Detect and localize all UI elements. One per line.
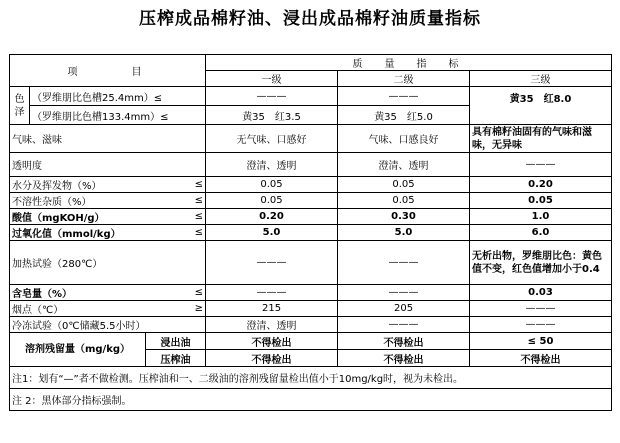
solvent-1-g1: 不得检出 [206, 333, 338, 350]
clarity-g1: 澄清、透明 [206, 153, 338, 177]
heating-g1: ——— [206, 241, 338, 285]
smoke-g2: 205 [338, 301, 470, 317]
header-item: 项 目 [10, 55, 206, 87]
solvent-2-g2: 不得检出 [338, 350, 470, 367]
odor-g1: 无气味、口感好 [206, 125, 338, 153]
acid-g1: 0.20 [206, 209, 338, 225]
clarity-item: 透明度 [10, 153, 206, 177]
peroxide-g2: 5.0 [338, 225, 470, 241]
table-row-acid [10, 209, 612, 225]
heating-g3: 无析出物，罗维朋比色：黄色值不变，红色值增加小于0.4 [470, 241, 612, 285]
cold-g2: ——— [338, 317, 470, 333]
table-row-note-1 [10, 367, 612, 389]
color-2-g1: 黄35 红3.5 [206, 106, 338, 125]
table-row-note-2 [10, 389, 612, 411]
insoluble-op: ≤ [146, 193, 206, 209]
table-row-insoluble [10, 193, 612, 209]
solvent-2-type: 压榨油 [146, 350, 206, 367]
color-label: 色泽 [10, 87, 30, 125]
odor-g3: 具有棉籽油固有的气味和滋味，无异味 [470, 125, 612, 153]
table-row-moisture [10, 177, 612, 193]
color-1-g3: 黄35 红8.0 [470, 87, 612, 125]
soap-g2: ——— [338, 285, 470, 301]
document-title: 压榨成品棉籽油、浸出成品棉籽油质量指标 [139, 9, 481, 29]
odor-g2: 气味、口感良好 [338, 125, 470, 153]
smoke-op: ≥ [146, 301, 206, 317]
table-row-soap [10, 285, 612, 301]
color-1-g2: ——— [338, 87, 470, 106]
acid-op: ≤ [146, 209, 206, 225]
moisture-g1: 0.05 [206, 177, 338, 193]
table-row-heating [10, 241, 612, 285]
smoke-item: 烟点（℃） [10, 301, 146, 317]
clarity-g3: ——— [470, 153, 612, 177]
table-row-clarity [10, 153, 612, 177]
note-2: 注 2：黑体部分指标强制。 [10, 389, 612, 411]
solvent-2-g1: 不得检出 [206, 350, 338, 367]
quality-spec-table [9, 54, 612, 411]
solvent-1-type: 浸出油 [146, 333, 206, 350]
cold-item: 冷冻试验（0℃储藏5.5小时） [10, 317, 206, 333]
solvent-label: 溶剂残留量（mg/kg） [10, 333, 146, 367]
table-row-solvent-1 [10, 333, 612, 350]
table-row-cold [10, 317, 612, 333]
cold-g3: ——— [470, 317, 612, 333]
header-quality: 质 量 指 标 [206, 55, 612, 71]
header-grade-2: 二级 [338, 71, 470, 87]
insoluble-g1: 0.05 [206, 193, 338, 209]
soap-op: ≤ [146, 285, 206, 301]
smoke-g3: ——— [470, 301, 612, 317]
insoluble-g3: 0.05 [470, 193, 612, 209]
odor-item: 气味、滋味 [10, 125, 206, 153]
header-grade-1: 一级 [206, 71, 338, 87]
acid-g3: 1.0 [470, 209, 612, 225]
cold-g1: 澄清、透明 [206, 317, 338, 333]
header-grade-3: 三级 [470, 71, 612, 87]
soap-item: 含皂量（%） [10, 285, 146, 301]
moisture-op: ≤ [146, 177, 206, 193]
moisture-g3: 0.20 [470, 177, 612, 193]
peroxide-op: ≤ [146, 225, 206, 241]
clarity-g2: 澄清、透明 [338, 153, 470, 177]
color-2-item: （罗维朋比色槽133.4mm）≤ [30, 106, 206, 125]
color-1-item: （罗维朋比色槽25.4mm）≤ [30, 87, 206, 106]
solvent-2-g3: 不得检出 [470, 350, 612, 367]
acid-g2: 0.30 [338, 209, 470, 225]
table-row-odor [10, 125, 612, 153]
peroxide-g1: 5.0 [206, 225, 338, 241]
heating-g2: ——— [338, 241, 470, 285]
table-row-peroxide [10, 225, 612, 241]
moisture-g2: 0.05 [338, 177, 470, 193]
soap-g1: ——— [206, 285, 338, 301]
table-row-color-1 [10, 87, 612, 106]
peroxide-item: 过氧化值（mmol/kg） [10, 225, 146, 241]
moisture-item: 水分及挥发物（%） [10, 177, 146, 193]
color-2-g2: 黄35 红5.0 [338, 106, 470, 125]
solvent-1-g2: 不得检出 [338, 333, 470, 350]
insoluble-g2: 0.05 [338, 193, 470, 209]
color-1-g1: ——— [206, 87, 338, 106]
table-row-smoke [10, 301, 612, 317]
heating-item: 加热试验（280℃） [10, 241, 206, 285]
table-header-row [10, 55, 612, 71]
smoke-g1: 215 [206, 301, 338, 317]
insoluble-item: 不溶性杂质（%） [10, 193, 146, 209]
note-1: 注1：划有“—”者不做检测。压榨油和一、二级油的溶剂残留量检出值小于10mg/kg时，视为未检出。 [10, 367, 612, 389]
peroxide-g3: 6.0 [470, 225, 612, 241]
soap-g3: 0.03 [470, 285, 612, 301]
acid-item: 酸值（mgKOH/g） [10, 209, 146, 225]
solvent-1-g3: ≤ 50 [470, 333, 612, 350]
